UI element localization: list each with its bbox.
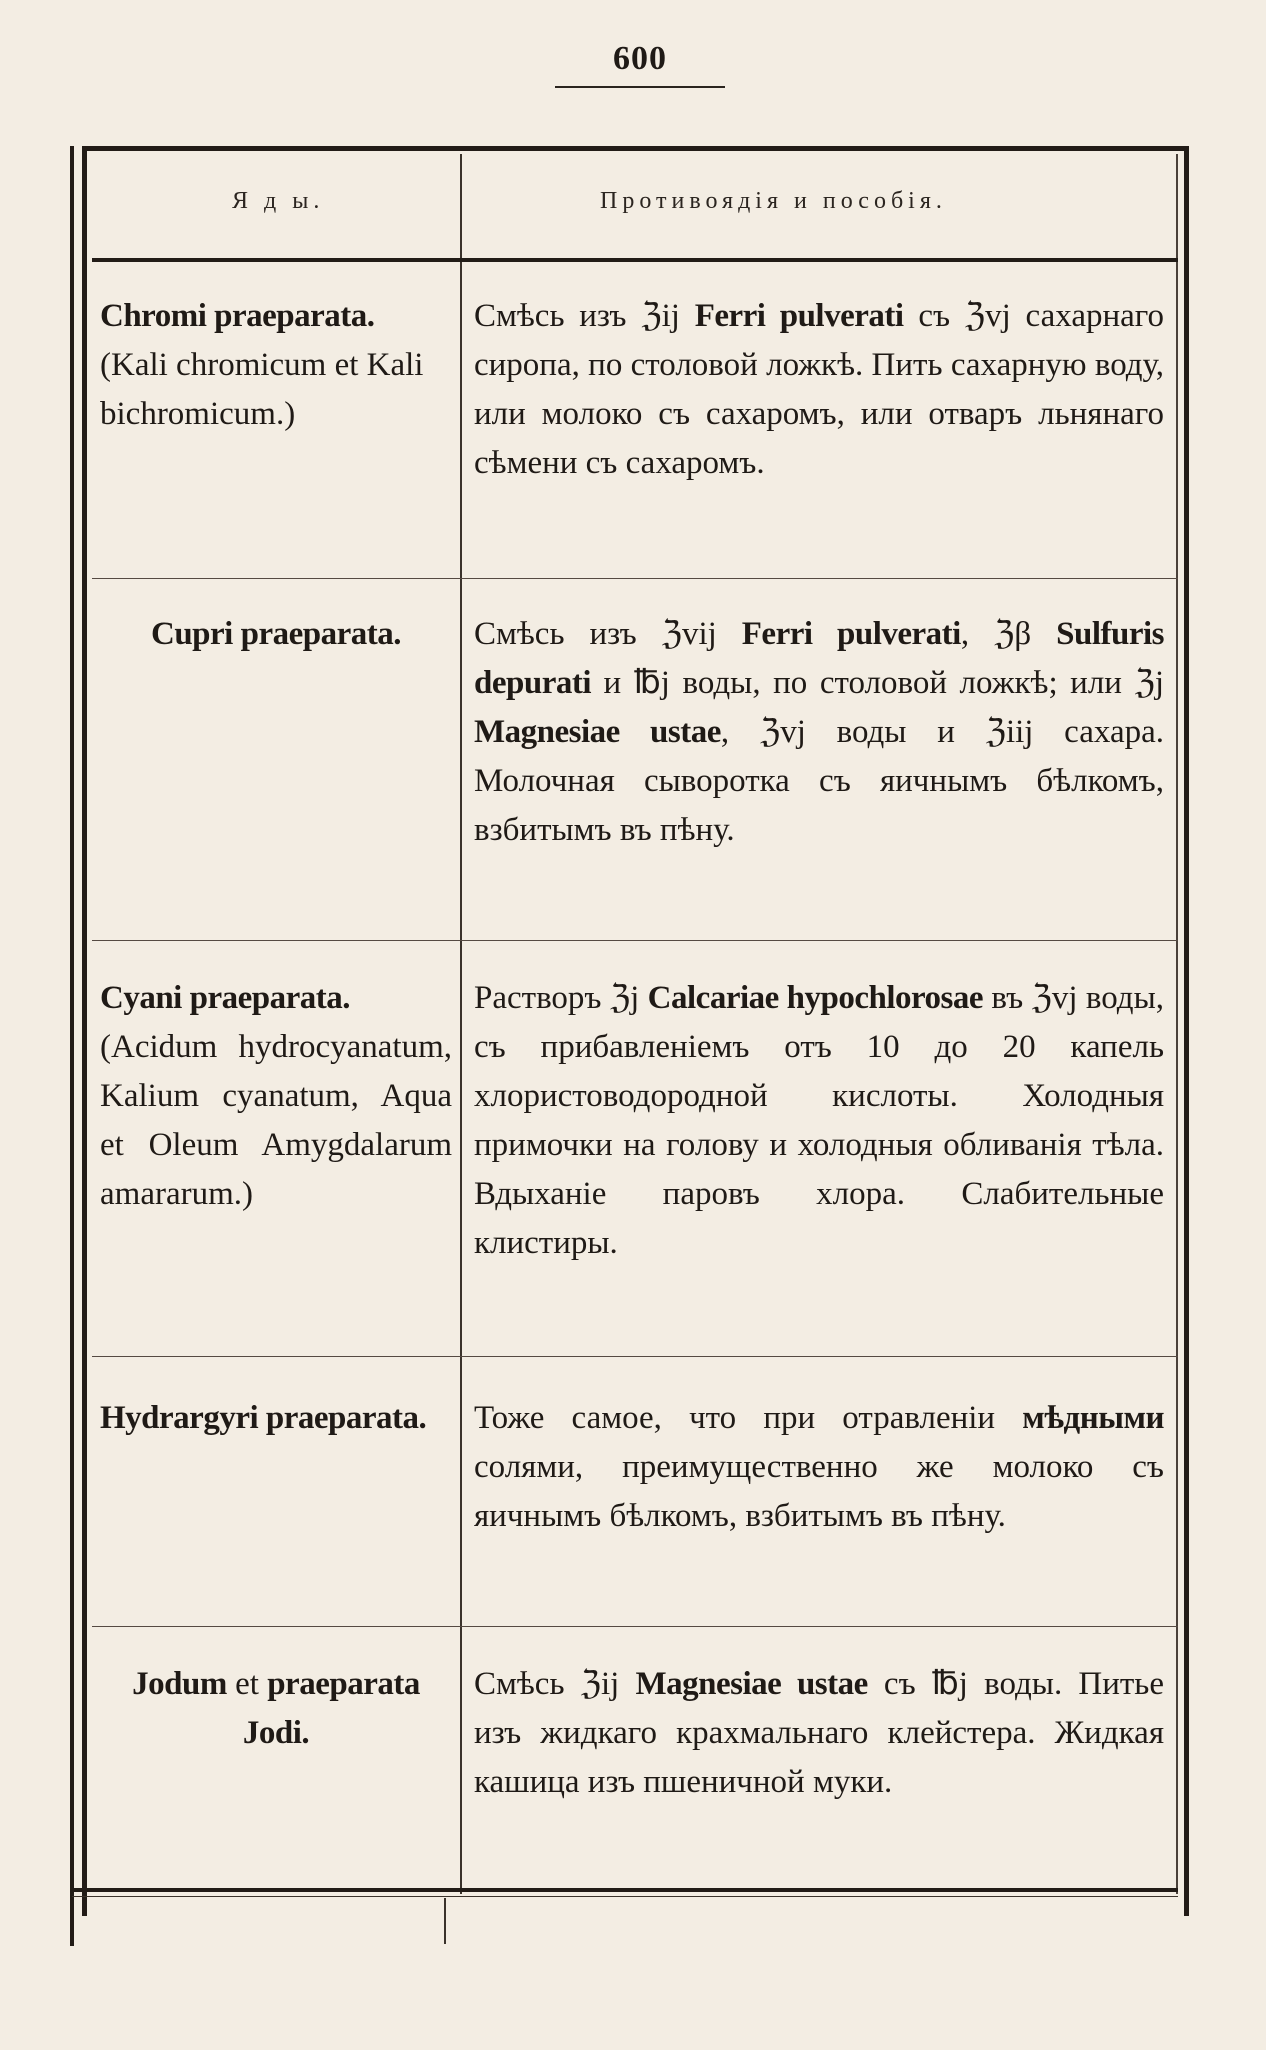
page-number-rule: [555, 86, 725, 88]
poison-note: (Kali chromicum et Kali bichromicum.): [100, 347, 424, 432]
poison-name: Cyani praeparata.: [100, 980, 350, 1016]
table-row-remedy: [474, 1660, 1164, 1807]
table-bottom-rule: [72, 1888, 1178, 1892]
remedy-drug: мѣдными: [1022, 1400, 1164, 1436]
table-row-poison: [100, 974, 452, 1219]
table-inner-right-border: [1176, 154, 1178, 1894]
remedy-text: съ ℔j воды. Питье изъ жидкаго крахмальнаго клейстера. Жидкая кашица изъ пшеничной муки.: [474, 1666, 1164, 1800]
table-row-remedy: [474, 292, 1164, 488]
table-row-poison: [100, 292, 452, 439]
table-row-poison: [100, 1394, 452, 1443]
remedy-drug: Ferri pulverati: [741, 616, 961, 652]
remedy-drug: Magnesiae ustae: [474, 714, 721, 750]
remedy-drug: Ferri pulverati: [694, 298, 904, 334]
remedy-text: и ℔j воды, по столовой ложкѣ; или ℨj: [591, 665, 1164, 701]
table-row-poison: [100, 1660, 452, 1758]
remedy-drug: Magnesiae ustae: [635, 1666, 868, 1702]
poison-name: praeparata Jodi.: [242, 1666, 420, 1751]
poison-conjunction: et: [226, 1666, 268, 1702]
column-divider: [460, 154, 462, 1894]
remedy-text: Смѣсь ℨij: [474, 1666, 636, 1702]
header-poisons: Я д ы.: [232, 188, 325, 214]
row-rule: [92, 1626, 1178, 1627]
row-rule: [92, 940, 1178, 941]
table-left-border: [70, 146, 74, 1946]
row-rule: [92, 1356, 1178, 1357]
poison-name: Jodum: [132, 1666, 227, 1702]
remedy-text: , ℨβ: [960, 616, 1057, 652]
poison-name: Chromi praeparata.: [100, 298, 375, 334]
poison-note: (Acidum hydrocyanatum, Kalium cyanatum, Aqua et Oleum Amygdalarum amararum.): [100, 1029, 452, 1212]
remedy-text: съ ℨvj сахарнаго сиропа, по столовой ложкѣ. Пить сахарную воду, или молоко съ сахаромъ, или отваръ льнянаго сѣмени съ сахаромъ.: [474, 298, 1164, 481]
poison-name: Cupri praeparata.: [151, 616, 401, 652]
header-rule: [92, 258, 1178, 262]
remedy-text: солями, преимущественно же молоко съ яичнымъ бѣлкомъ, взбитымъ въ пѣну.: [474, 1449, 1164, 1534]
remedy-drug: Sulfuris depurati: [474, 616, 1164, 701]
poison-name: Hydrargyri praeparata.: [100, 1400, 427, 1436]
row-rule: [92, 578, 1178, 579]
remedy-text: Тоже самое, что при отравленіи: [474, 1400, 1023, 1436]
table-bottom-rule-thin: [72, 1896, 1178, 1897]
remedy-text: , ℨvj воды и ℨiij сахара. Молочная сыворотка съ яичнымъ бѣлкомъ, взбитымъ въ пѣну.: [474, 714, 1164, 848]
remedy-text: въ ℨvj воды, съ прибавленіемъ отъ 10 до 20 капель хлористоводородной кислоты. Холодныя примочки на голову и холодныя обливанія тѣла. Вдыханіе паровъ хлора. Слабительные клистиры.: [474, 980, 1164, 1261]
header-antidotes: Противоядія и пособія.: [600, 188, 947, 214]
page-number: 600: [613, 40, 667, 77]
table-row-poison: [100, 610, 452, 659]
table-row-remedy: [474, 610, 1164, 855]
remedy-text: Смѣсь изъ ℨij: [474, 298, 695, 334]
table-row-remedy: [474, 1394, 1164, 1541]
table-bottom-stub: [444, 1898, 446, 1944]
remedy-text: Смѣсь изъ ℨvij: [474, 616, 742, 652]
remedy-text: Растворъ ℨj: [474, 980, 648, 1016]
remedy-drug: Calcariae hypochlorosae: [647, 980, 984, 1016]
table-row-remedy: [474, 974, 1164, 1268]
